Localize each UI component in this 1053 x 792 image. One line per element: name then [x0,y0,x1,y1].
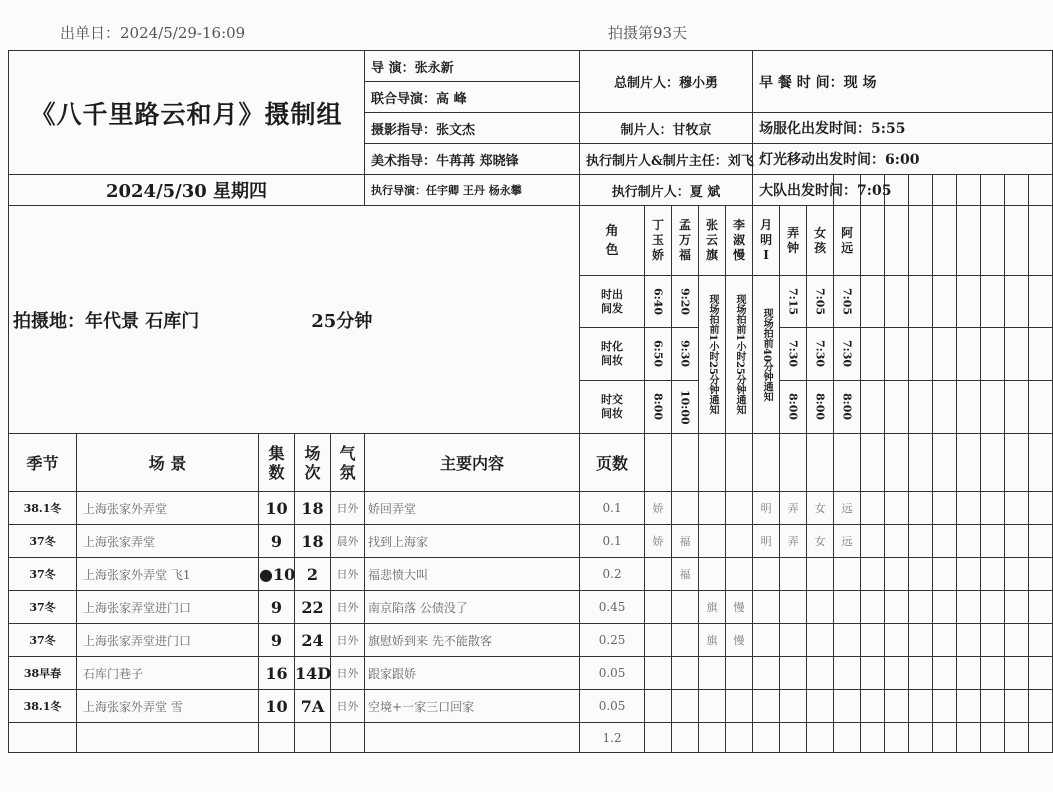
empty-cell [885,525,909,558]
exec-producer: 执行制片人：夏 斌 [580,175,753,206]
col-pages: 页数 [580,434,645,492]
total-pages: 1.2 [580,723,645,753]
empty-cell [861,492,885,525]
empty-cell [1005,525,1029,558]
scene-role [807,624,834,657]
scene-role: 娇 [645,492,672,525]
scene-row [9,558,1053,591]
empty-cell [1005,657,1029,690]
scene-role [807,657,834,690]
empty-cell [957,492,981,525]
empty-cell [933,690,957,723]
empty-cell [885,723,909,753]
empty-cell [909,690,933,723]
scene-role [780,657,807,690]
scene-role [753,558,780,591]
col-shot: 场次 [295,434,331,492]
scene-role: 明 [753,525,780,558]
empty-cell [981,591,1005,624]
scene-content: 福悲愤大叫 [365,558,580,591]
scene-name: 石库门巷子 [77,657,259,690]
empty-cell [1005,591,1029,624]
scene-shot: 7A [295,690,331,723]
scene-pages: 0.45 [580,591,645,624]
scene-content: 跟家跟娇 [365,657,580,690]
empty-cell [981,690,1005,723]
empty-cell [1005,690,1029,723]
empty-cell [1029,657,1053,690]
depart-label: 时出间发 [580,276,645,328]
empty-cell [1029,492,1053,525]
empty-cell [957,690,981,723]
empty-cell [1005,558,1029,591]
deliver-2: 10:00 [672,381,699,434]
date-cell [9,175,365,206]
deliver-6: 8:00 [780,381,807,434]
empty-cell [909,657,933,690]
deliver-label: 时交间妆 [580,381,645,434]
scene-role [807,558,834,591]
scene-role [834,591,861,624]
scene-episode: 9 [259,591,295,624]
chief-producer: 总制片人：穆小勇 [580,51,753,113]
scene-role [672,492,699,525]
scene-role [753,624,780,657]
scene-role [699,558,726,591]
empty-cell [861,690,885,723]
scene-content: 找到上海家 [365,525,580,558]
scene-role [834,690,861,723]
col-content: 主要内容 [365,434,580,492]
empty-cell [295,723,331,753]
role-3: 张云旗 [699,206,726,276]
location: 拍摄地：年代景 石库门 [13,310,200,332]
scene-role: 弄 [780,492,807,525]
breakfast-time: 早 餐 时 间：现 场 [753,51,1053,113]
empty-cell [909,558,933,591]
scene-season: 38.1冬 [9,690,77,723]
scene-role: 慢 [726,624,753,657]
scene-role: 福 [672,558,699,591]
empty-cell [933,492,957,525]
scene-mood: 日外 [331,558,365,591]
scene-role: 女 [807,525,834,558]
scene-role [726,492,753,525]
scene-role [699,492,726,525]
scene-mood: 日外 [331,591,365,624]
empty-cell [753,723,780,753]
empty-cell [885,558,909,591]
scene-role [726,657,753,690]
scene-role: 慢 [726,591,753,624]
scene-role: 明 [753,492,780,525]
scene-season: 37冬 [9,558,77,591]
empty-cell [981,723,1005,753]
scene-shot: 2 [295,558,331,591]
scene-role [645,624,672,657]
scene-role: 福 [672,525,699,558]
empty-cell [861,558,885,591]
deliver-7: 8:00 [807,381,834,434]
scene-episode: 9 [259,624,295,657]
exec-director: 执行导演：任宇卿 王丹 杨永攀 [365,175,580,206]
empty-cell [957,723,981,753]
scene-episode: 10 [259,492,295,525]
scene-role [672,624,699,657]
scene-role [726,690,753,723]
scene-row [9,492,1053,525]
scene-pages: 0.05 [580,690,645,723]
scene-season: 37冬 [9,591,77,624]
scene-season: 37冬 [9,525,77,558]
scene-episode: 9 [259,525,295,558]
empty-cell [981,492,1005,525]
makeup-2: 9:30 [672,328,699,381]
light-depart-time: 灯光移动出发时间：6:00 [753,144,1053,175]
depart-2: 9:20 [672,276,699,328]
scene-name: 上海张家外弄堂 飞1 [77,558,259,591]
scene-pages: 0.2 [580,558,645,591]
scene-role: 旗 [699,624,726,657]
empty-cell [861,657,885,690]
deliver-8: 8:00 [834,381,861,434]
depart-5: 现场拍前40分钟通知 [753,276,780,434]
empty-cell [861,624,885,657]
scene-shot: 24 [295,624,331,657]
empty-cell [861,525,885,558]
scene-content: 旗慰娇到来 先不能散客 [365,624,580,657]
empty-cell [834,723,861,753]
scene-role [699,657,726,690]
empty-cell [885,591,909,624]
scene-season: 38早春 [9,657,77,690]
scene-episode: 16 [259,657,295,690]
makeup-7: 7:30 [807,328,834,381]
scene-role [699,690,726,723]
makeup-1: 6:50 [645,328,672,381]
empty-cell [933,723,957,753]
role-label: 角色 [580,206,645,276]
empty-cell [699,723,726,753]
scene-season: 37冬 [9,624,77,657]
scene-mood: 日外 [331,657,365,690]
producer: 制片人：甘牧京 [580,113,753,144]
empty-cell [909,723,933,753]
empty-cell [365,723,580,753]
empty-cell [885,657,909,690]
empty-cell [77,723,259,753]
scene-shot: 14D [295,657,331,690]
scene-role [780,591,807,624]
scene-name: 上海张家弄堂进门口 [77,624,259,657]
art-director: 美术指导：牛苒苒 郑晓锋 [365,144,580,175]
empty-cell [909,492,933,525]
scene-role [726,525,753,558]
empty-cell [1005,492,1029,525]
col-scene: 场 景 [77,434,259,492]
scene-role [726,558,753,591]
location-cell [9,206,580,434]
empty-cell [861,723,885,753]
empty-cell [981,525,1005,558]
empty-cell [807,723,834,753]
scene-role [672,591,699,624]
empty-cell [885,492,909,525]
scene-mood: 日外 [331,624,365,657]
role-5: 月明I [753,206,780,276]
scene-role [807,690,834,723]
scene-pages: 0.1 [580,525,645,558]
makeup-6: 7:30 [780,328,807,381]
sheet-title: 《八千里路云和月》摄制组 [30,99,343,129]
scene-shot: 18 [295,525,331,558]
scene-shot: 22 [295,591,331,624]
co-director: 联合导演：高 峰 [365,82,580,113]
scene-role [645,591,672,624]
sheet-title-cell [9,51,365,175]
scene-name: 上海张家弄堂进门口 [77,591,259,624]
scene-name: 上海张家弄堂 [77,525,259,558]
empty-cell [981,657,1005,690]
scene-episode: 10 [259,690,295,723]
scene-role [834,657,861,690]
scene-role [834,624,861,657]
depart-8: 7:05 [834,276,861,328]
depart-3: 现场拍前1小时25分钟通知 [699,276,726,434]
empty-cell [933,624,957,657]
scene-role [699,525,726,558]
makeup-label: 时化间妆 [580,328,645,381]
empty-cell [885,624,909,657]
empty-cell [861,591,885,624]
role-1: 丁玉娇 [645,206,672,276]
scene-season: 38.1冬 [9,492,77,525]
line-producer: 执行制片人&制片主任：刘飞 [580,144,753,175]
scene-name: 上海张家外弄堂 雪 [77,690,259,723]
shoot-day: 拍摄第93天 [608,24,688,42]
scene-mood: 日外 [331,492,365,525]
scene-row [9,525,1053,558]
total-row [9,723,1053,753]
makeup-8: 7:30 [834,328,861,381]
dop: 摄影指导：张文杰 [365,113,580,144]
scene-name: 上海张家外弄堂 [77,492,259,525]
scene-row [9,624,1053,657]
scene-content: 空境+一家三口回家 [365,690,580,723]
scene-role [834,558,861,591]
scene-mood: 日外 [331,690,365,723]
scene-role [645,657,672,690]
scene-role [753,591,780,624]
empty-cell [780,723,807,753]
scene-role: 远 [834,525,861,558]
scene-role [645,690,672,723]
empty-cell [885,690,909,723]
role-8: 阿远 [834,206,861,276]
scene-header-row [9,434,1053,492]
scene-role: 旗 [699,591,726,624]
depart-7: 7:05 [807,276,834,328]
makeup-depart-time: 场服化出发时间：5:55 [753,113,1053,144]
empty-cell [1029,723,1053,753]
empty-cell [1005,723,1029,753]
director: 导 演：张永新 [365,51,580,82]
scene-shot: 18 [295,492,331,525]
scene-role: 女 [807,492,834,525]
empty-cell [957,657,981,690]
empty-cell [1029,690,1053,723]
scene-role [645,558,672,591]
empty-cell [957,558,981,591]
empty-cell [259,723,295,753]
scene-episode: ●10 [259,558,295,591]
scene-role: 远 [834,492,861,525]
empty-cell [909,591,933,624]
call-sheet [8,50,1053,753]
empty-cell [9,723,77,753]
role-2: 孟万福 [672,206,699,276]
depart-6: 7:15 [780,276,807,328]
empty-cell [1005,624,1029,657]
scene-role: 娇 [645,525,672,558]
role-6: 弄钟 [780,206,807,276]
empty-cell [933,657,957,690]
empty-cell [909,525,933,558]
scene-row [9,591,1053,624]
role-7: 女孩 [807,206,834,276]
scene-role [780,558,807,591]
scene-role [672,690,699,723]
scene-mood: 晨外 [331,525,365,558]
empty-cell [933,591,957,624]
shoot-date: 2024/5/30 星期四 [105,181,268,202]
col-season: 季节 [9,434,77,492]
empty-cell [1029,624,1053,657]
empty-cell [981,558,1005,591]
deliver-1: 8:00 [645,381,672,434]
scene-row [9,690,1053,723]
scene-role [807,591,834,624]
empty-cell [957,591,981,624]
empty-cell [957,624,981,657]
scene-pages: 0.1 [580,492,645,525]
scene-role [780,690,807,723]
scene-row [9,657,1053,690]
scene-pages: 0.05 [580,657,645,690]
empty-cell [933,525,957,558]
empty-cell [909,624,933,657]
role-4: 李淑慢 [726,206,753,276]
scene-role [672,657,699,690]
depart-1: 6:40 [645,276,672,328]
col-mood: 气氛 [331,434,365,492]
empty-cell [1029,525,1053,558]
scene-pages: 0.25 [580,624,645,657]
duration: 25分钟 [311,310,373,332]
scene-role [753,690,780,723]
empty-cell [933,558,957,591]
scene-role [753,657,780,690]
scene-content: 娇回弄堂 [365,492,580,525]
col-episode: 集数 [259,434,295,492]
empty-cell [1029,558,1053,591]
empty-cell [726,723,753,753]
empty-cell [645,723,672,753]
team-depart-time: 大队出发时间：7:05 [753,175,834,206]
issue-date: 出单日：2024/5/29-16:09 [60,24,246,42]
empty-cell [981,624,1005,657]
empty-cell [1029,591,1053,624]
scene-role [780,624,807,657]
empty-cell [672,723,699,753]
scene-content: 南京陷落 公债没了 [365,591,580,624]
depart-4: 现场拍前1小时25分钟通知 [726,276,753,434]
empty-cell [957,525,981,558]
scene-role: 弄 [780,525,807,558]
empty-cell [331,723,365,753]
